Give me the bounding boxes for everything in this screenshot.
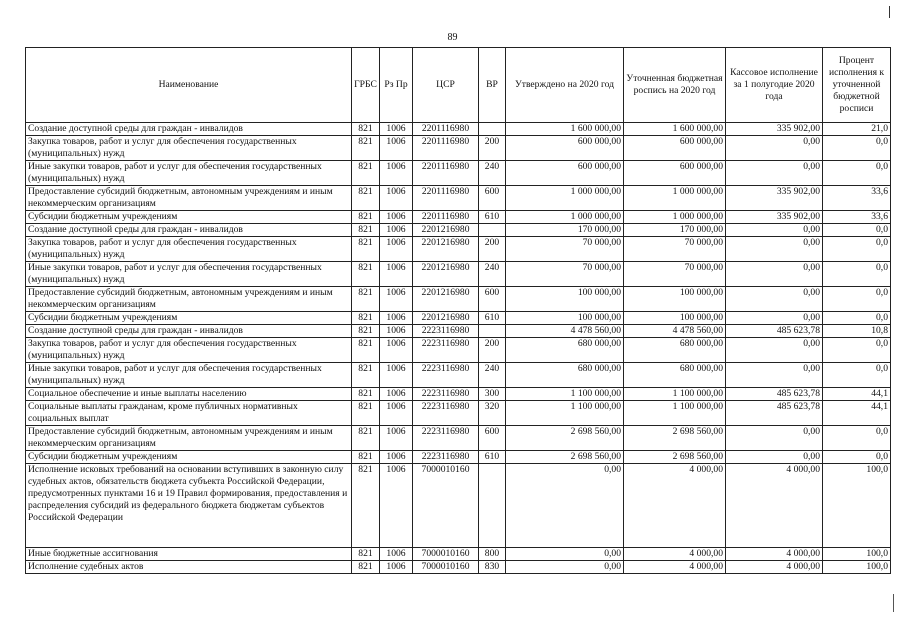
- cell-cash: 0,00: [726, 451, 823, 464]
- cell-refined: 70 000,00: [624, 262, 726, 287]
- table-row: [26, 426, 891, 451]
- cell-refined: 4 000,00: [624, 548, 726, 561]
- cell-csr: 2201116980: [413, 186, 479, 211]
- cell-approved: 600 000,00: [506, 136, 624, 161]
- table-row: [26, 224, 891, 237]
- cell-vr: 240: [479, 161, 506, 186]
- cell-grbs: 821: [352, 338, 380, 363]
- cell-vr: 200: [479, 136, 506, 161]
- cell-grbs: 821: [352, 123, 380, 136]
- cell-rzpr: 1006: [380, 161, 413, 186]
- cell-cash: 0,00: [726, 287, 823, 312]
- cell-name: Предоставление субсидий бюджетным, автономным учреждениям и иным некоммерческим организациям: [26, 186, 352, 211]
- cell-grbs: 821: [352, 136, 380, 161]
- cell-pct: 100,0: [823, 548, 891, 561]
- cell-pct: 0,0: [823, 451, 891, 464]
- cell-rzpr: 1006: [380, 186, 413, 211]
- cell-approved: 70 000,00: [506, 262, 624, 287]
- cell-refined: 70 000,00: [624, 237, 726, 262]
- cell-name: Предоставление субсидий бюджетным, автономным учреждениям и иным некоммерческим организациям: [26, 287, 352, 312]
- cell-name: Субсидии бюджетным учреждениям: [26, 451, 352, 464]
- cell-rzpr: 1006: [380, 312, 413, 325]
- cell-approved: 1 000 000,00: [506, 211, 624, 224]
- cell-vr: 830: [479, 561, 506, 574]
- table-row: [26, 262, 891, 287]
- cell-pct: 100,0: [823, 561, 891, 574]
- cell-approved: 1 000 000,00: [506, 186, 624, 211]
- header-name: Наименование: [26, 48, 352, 123]
- table-row: [26, 401, 891, 426]
- header-csr: ЦСР: [413, 48, 479, 123]
- cell-grbs: 821: [352, 211, 380, 224]
- cell-pct: 0,0: [823, 237, 891, 262]
- cell-name: Предоставление субсидий бюджетным, автономным учреждениям и иным некоммерческим организациям: [26, 426, 352, 451]
- table-row: [26, 561, 891, 574]
- cell-name: Исполнение судебных актов: [26, 561, 352, 574]
- cell-name: Субсидии бюджетным учреждениям: [26, 211, 352, 224]
- cell-refined: 4 000,00: [624, 561, 726, 574]
- cell-refined: 2 698 560,00: [624, 426, 726, 451]
- cell-approved: 680 000,00: [506, 338, 624, 363]
- cell-grbs: 821: [352, 161, 380, 186]
- table-row: [26, 136, 891, 161]
- cell-name: Иные бюджетные ассигнования: [26, 548, 352, 561]
- cell-rzpr: 1006: [380, 237, 413, 262]
- cell-rzpr: 1006: [380, 123, 413, 136]
- cell-approved: 1 100 000,00: [506, 401, 624, 426]
- cell-refined: 170 000,00: [624, 224, 726, 237]
- cell-rzpr: 1006: [380, 287, 413, 312]
- cell-approved: 1 100 000,00: [506, 388, 624, 401]
- cell-refined: 680 000,00: [624, 363, 726, 388]
- cell-grbs: 821: [352, 363, 380, 388]
- cell-name: Социальные выплаты гражданам, кроме публичных нормативных социальных выплат: [26, 401, 352, 426]
- cell-approved: 1 600 000,00: [506, 123, 624, 136]
- cell-csr: 2223116980: [413, 388, 479, 401]
- cell-name: Создание доступной среды для граждан - инвалидов: [26, 325, 352, 338]
- cell-name: Закупка товаров, работ и услуг для обеспечения государственных (муниципальных) нужд: [26, 237, 352, 262]
- cell-rzpr: 1006: [380, 451, 413, 464]
- cell-pct: 0,0: [823, 161, 891, 186]
- table-row: [26, 287, 891, 312]
- cell-pct: 0,0: [823, 287, 891, 312]
- cell-vr: 610: [479, 451, 506, 464]
- cell-pct: 10,8: [823, 325, 891, 338]
- cell-grbs: 821: [352, 287, 380, 312]
- cell-grbs: 821: [352, 451, 380, 464]
- cell-name: Иные закупки товаров, работ и услуг для обеспечения государственных (муниципальных) нужд: [26, 161, 352, 186]
- header-grbs: ГРБС: [352, 48, 380, 123]
- cell-name: Иные закупки товаров, работ и услуг для обеспечения государственных (муниципальных) нужд: [26, 363, 352, 388]
- cell-pct: 0,0: [823, 426, 891, 451]
- cell-name: Иные закупки товаров, работ и услуг для обеспечения государственных (муниципальных) нужд: [26, 262, 352, 287]
- cell-name: Закупка товаров, работ и услуг для обеспечения государственных (муниципальных) нужд: [26, 136, 352, 161]
- cell-pct: 0,0: [823, 312, 891, 325]
- cell-approved: 0,00: [506, 548, 624, 561]
- cell-rzpr: 1006: [380, 401, 413, 426]
- cell-approved: 170 000,00: [506, 224, 624, 237]
- scan-edge-mark: [893, 594, 894, 612]
- cell-pct: 33,6: [823, 186, 891, 211]
- cell-vr: [479, 464, 506, 548]
- cell-refined: 1 000 000,00: [624, 211, 726, 224]
- cell-rzpr: 1006: [380, 338, 413, 363]
- cell-approved: 680 000,00: [506, 363, 624, 388]
- cell-pct: 0,0: [823, 363, 891, 388]
- cell-rzpr: 1006: [380, 464, 413, 548]
- cell-name: Субсидии бюджетным учреждениям: [26, 312, 352, 325]
- cell-pct: 44,1: [823, 401, 891, 426]
- cell-csr: 2201216980: [413, 224, 479, 237]
- cell-csr: 2201216980: [413, 312, 479, 325]
- cell-vr: 610: [479, 211, 506, 224]
- cell-rzpr: 1006: [380, 136, 413, 161]
- cell-approved: 100 000,00: [506, 312, 624, 325]
- cell-cash: 0,00: [726, 363, 823, 388]
- cell-name: Социальное обеспечение и иные выплаты населению: [26, 388, 352, 401]
- margin-mark: [889, 6, 890, 18]
- cell-csr: 7000010160: [413, 464, 479, 548]
- cell-vr: 600: [479, 426, 506, 451]
- cell-vr: [479, 325, 506, 338]
- table-row: [26, 388, 891, 401]
- cell-pct: 33,6: [823, 211, 891, 224]
- cell-grbs: 821: [352, 388, 380, 401]
- table-row: [26, 338, 891, 363]
- cell-pct: 0,0: [823, 224, 891, 237]
- table-row: [26, 325, 891, 338]
- budget-table: [25, 47, 891, 574]
- cell-csr: 2201216980: [413, 262, 479, 287]
- table-row: [26, 363, 891, 388]
- cell-cash: 335 902,00: [726, 186, 823, 211]
- header-vr: ВР: [479, 48, 506, 123]
- table-body: [26, 123, 891, 574]
- cell-cash: 0,00: [726, 312, 823, 325]
- cell-rzpr: 1006: [380, 388, 413, 401]
- cell-name: Создание доступной среды для граждан - инвалидов: [26, 123, 352, 136]
- cell-csr: 2201216980: [413, 287, 479, 312]
- cell-pct: 21,0: [823, 123, 891, 136]
- cell-approved: 100 000,00: [506, 287, 624, 312]
- cell-cash: 0,00: [726, 262, 823, 287]
- cell-refined: 1 600 000,00: [624, 123, 726, 136]
- table-row: [26, 312, 891, 325]
- cell-cash: 4 000,00: [726, 548, 823, 561]
- table-row: [26, 451, 891, 464]
- cell-approved: 70 000,00: [506, 237, 624, 262]
- cell-csr: 2201116980: [413, 211, 479, 224]
- cell-refined: 100 000,00: [624, 287, 726, 312]
- cell-grbs: 821: [352, 548, 380, 561]
- cell-cash: 0,00: [726, 426, 823, 451]
- cell-grbs: 821: [352, 401, 380, 426]
- table-row: [26, 186, 891, 211]
- cell-csr: 7000010160: [413, 561, 479, 574]
- cell-grbs: 821: [352, 426, 380, 451]
- cell-pct: 44,1: [823, 388, 891, 401]
- cell-cash: 4 000,00: [726, 561, 823, 574]
- cell-refined: 600 000,00: [624, 161, 726, 186]
- cell-csr: 2223116980: [413, 363, 479, 388]
- cell-pct: 0,0: [823, 136, 891, 161]
- cell-cash: 4 000,00: [726, 464, 823, 548]
- cell-cash: 335 902,00: [726, 123, 823, 136]
- cell-cash: 485 623,78: [726, 325, 823, 338]
- cell-refined: 600 000,00: [624, 136, 726, 161]
- table-row: [26, 548, 891, 561]
- header-cash: Кассовое исполнение за 1 полугодие 2020 года: [726, 48, 823, 123]
- header-rzpr: Рз Пр: [380, 48, 413, 123]
- cell-refined: 1 100 000,00: [624, 401, 726, 426]
- cell-cash: 0,00: [726, 224, 823, 237]
- cell-rzpr: 1006: [380, 325, 413, 338]
- cell-rzpr: 1006: [380, 211, 413, 224]
- header-refined: Уточненная бюджетная роспись на 2020 год: [624, 48, 726, 123]
- header-percent: Процент исполнения к уточненной бюджетной росписи: [823, 48, 891, 123]
- cell-vr: 200: [479, 338, 506, 363]
- cell-vr: 240: [479, 363, 506, 388]
- cell-pct: 100,0: [823, 464, 891, 548]
- cell-name: Закупка товаров, работ и услуг для обеспечения государственных (муниципальных) нужд: [26, 338, 352, 363]
- header-approved: Утверждено на 2020 год: [506, 48, 624, 123]
- cell-approved: 600 000,00: [506, 161, 624, 186]
- cell-cash: 485 623,78: [726, 388, 823, 401]
- cell-rzpr: 1006: [380, 426, 413, 451]
- cell-approved: 2 698 560,00: [506, 426, 624, 451]
- cell-name: Исполнение исковых требований на основании вступивших в законную силу судебных актов, обязательств бюджета субъекта Российской Федерации, предусмотренных пунктами 16 и 19 Правил формирования, предоставления и распределения субсидий из федерального бюджета бюджетам субъектов Российской Федерации: [26, 464, 352, 548]
- cell-grbs: 821: [352, 561, 380, 574]
- cell-refined: 1 100 000,00: [624, 388, 726, 401]
- cell-grbs: 821: [352, 186, 380, 211]
- cell-vr: 200: [479, 237, 506, 262]
- cell-pct: 0,0: [823, 262, 891, 287]
- cell-grbs: 821: [352, 262, 380, 287]
- cell-refined: 100 000,00: [624, 312, 726, 325]
- cell-rzpr: 1006: [380, 548, 413, 561]
- cell-csr: 2223116980: [413, 401, 479, 426]
- cell-rzpr: 1006: [380, 363, 413, 388]
- cell-csr: 2201216980: [413, 237, 479, 262]
- table-row: [26, 161, 891, 186]
- table-row: [26, 237, 891, 262]
- cell-grbs: 821: [352, 237, 380, 262]
- cell-vr: 600: [479, 186, 506, 211]
- cell-approved: 4 478 560,00: [506, 325, 624, 338]
- cell-vr: 300: [479, 388, 506, 401]
- cell-pct: 0,0: [823, 338, 891, 363]
- cell-grbs: 821: [352, 224, 380, 237]
- cell-cash: 485 623,78: [726, 401, 823, 426]
- cell-rzpr: 1006: [380, 224, 413, 237]
- cell-csr: 2201116980: [413, 161, 479, 186]
- table-header-row: [26, 48, 891, 123]
- cell-csr: 2201116980: [413, 136, 479, 161]
- page-number: 89: [447, 32, 458, 43]
- cell-grbs: 821: [352, 312, 380, 325]
- cell-vr: [479, 224, 506, 237]
- cell-cash: 0,00: [726, 338, 823, 363]
- cell-cash: 0,00: [726, 136, 823, 161]
- cell-name: Создание доступной среды для граждан - инвалидов: [26, 224, 352, 237]
- cell-vr: 610: [479, 312, 506, 325]
- cell-refined: 2 698 560,00: [624, 451, 726, 464]
- cell-cash: 335 902,00: [726, 211, 823, 224]
- cell-refined: 1 000 000,00: [624, 186, 726, 211]
- cell-refined: 4 000,00: [624, 464, 726, 548]
- cell-approved: 0,00: [506, 561, 624, 574]
- cell-vr: 600: [479, 287, 506, 312]
- cell-rzpr: 1006: [380, 262, 413, 287]
- cell-vr: 800: [479, 548, 506, 561]
- table-row: [26, 464, 891, 548]
- cell-csr: 2223116980: [413, 338, 479, 363]
- cell-csr: 7000010160: [413, 548, 479, 561]
- cell-csr: 2223116980: [413, 426, 479, 451]
- cell-approved: 0,00: [506, 464, 624, 548]
- table-row: [26, 211, 891, 224]
- cell-grbs: 821: [352, 464, 380, 548]
- cell-csr: 2223116980: [413, 325, 479, 338]
- cell-csr: 2223116980: [413, 451, 479, 464]
- cell-vr: [479, 123, 506, 136]
- cell-grbs: 821: [352, 325, 380, 338]
- cell-vr: 320: [479, 401, 506, 426]
- cell-cash: 0,00: [726, 161, 823, 186]
- table-row: [26, 123, 891, 136]
- cell-vr: 240: [479, 262, 506, 287]
- cell-csr: 2201116980: [413, 123, 479, 136]
- cell-cash: 0,00: [726, 237, 823, 262]
- cell-refined: 680 000,00: [624, 338, 726, 363]
- cell-rzpr: 1006: [380, 561, 413, 574]
- cell-approved: 2 698 560,00: [506, 451, 624, 464]
- cell-refined: 4 478 560,00: [624, 325, 726, 338]
